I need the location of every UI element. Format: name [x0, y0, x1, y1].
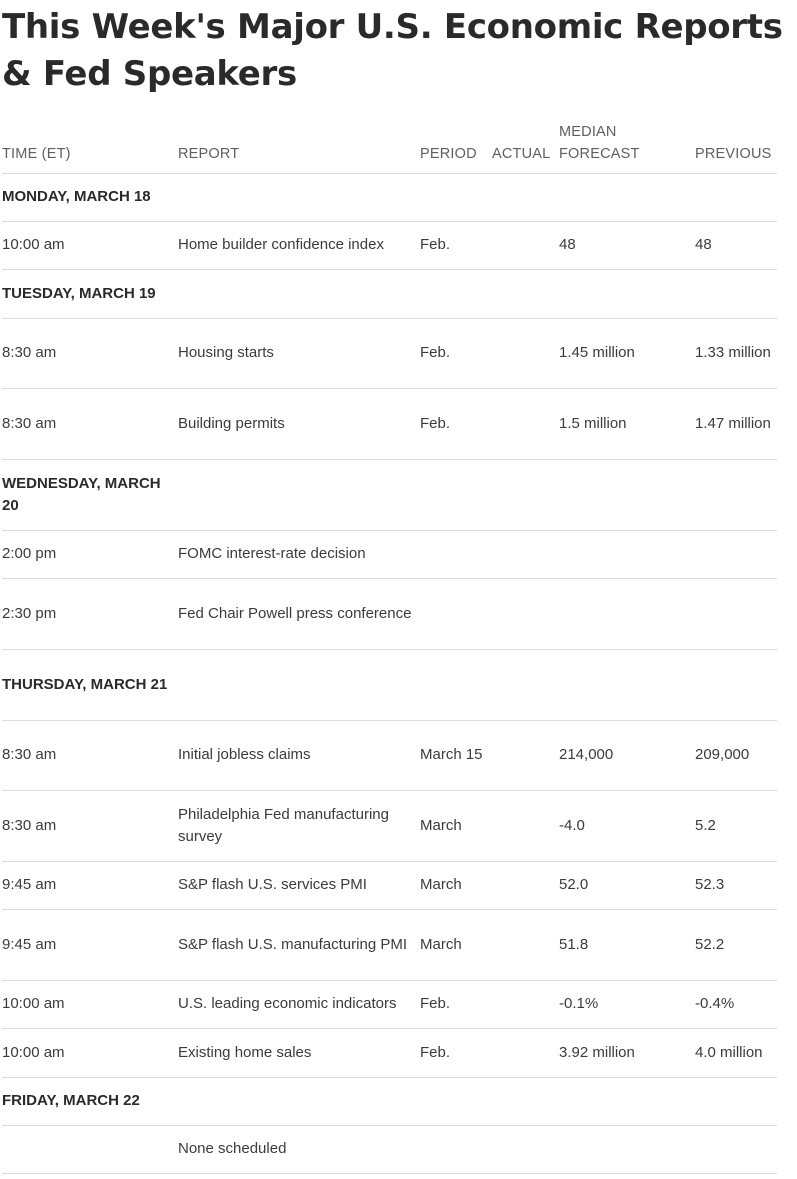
day-header-row	[2, 174, 777, 222]
cell-previous: -0.4%	[695, 995, 735, 1013]
cell-median-forecast: 48	[559, 236, 576, 254]
cell-previous	[695, 531, 777, 578]
cell-actual	[492, 721, 552, 790]
table-row	[2, 791, 777, 862]
cell-report: Housing starts	[178, 344, 274, 362]
cell-previous: 48	[695, 236, 712, 254]
day-label: TUESDAY, MARCH 19	[2, 284, 156, 302]
cell-report: None scheduled	[178, 1140, 287, 1158]
cell-report: Existing home sales	[178, 1043, 312, 1061]
day-label: FRIDAY, MARCH 22	[2, 1092, 140, 1110]
cell-previous: 1.33 million	[695, 344, 771, 362]
cell-median-forecast	[559, 579, 687, 649]
cell-previous: 52.3	[695, 876, 725, 894]
cell-time: 10:00 am	[2, 236, 65, 254]
cell-period	[420, 579, 486, 649]
cell-report: Initial jobless claims	[178, 746, 311, 764]
table-body	[2, 174, 777, 1174]
cell-median-forecast: -4.0	[559, 816, 585, 834]
cell-period	[420, 531, 486, 578]
cell-median-forecast: 214,000	[559, 746, 614, 764]
cell-report: FOMC interest-rate decision	[178, 545, 366, 563]
cell-previous: 5.2	[695, 816, 716, 834]
header-actual: ACTUAL	[492, 146, 551, 162]
day-header-row	[2, 650, 777, 721]
cell-median-forecast	[559, 531, 687, 578]
day-label: WEDNESDAY, MARCH 20	[2, 474, 161, 514]
cell-time: 10:00 am	[2, 1043, 65, 1061]
cell-time: 9:45 am	[2, 935, 57, 953]
table-row	[2, 862, 777, 910]
cell-previous	[695, 579, 777, 649]
cell-period: Feb.	[420, 1043, 451, 1061]
cell-time: 8:30 am	[2, 344, 57, 362]
cell-time: 8:30 am	[2, 816, 57, 834]
table-row	[2, 721, 777, 791]
cell-actual	[492, 389, 552, 459]
cell-median-forecast: 1.45 million	[559, 344, 635, 362]
cell-period: March	[420, 935, 462, 953]
cell-median-forecast: 52.0	[559, 876, 589, 894]
cell-actual	[492, 319, 552, 388]
cell-report: Home builder confidence index	[178, 236, 384, 254]
header-median-forecast: MEDIAN FORECAST	[559, 124, 640, 162]
cell-actual	[492, 531, 552, 578]
cell-time: 2:00 pm	[2, 545, 57, 563]
cell-period: March 15	[420, 746, 483, 764]
table-row	[2, 531, 777, 579]
table-row	[2, 319, 777, 389]
cell-actual	[492, 222, 552, 269]
cell-actual	[492, 579, 552, 649]
cell-actual	[492, 981, 552, 1028]
cell-period: March	[420, 816, 462, 834]
table-row	[2, 981, 777, 1029]
cell-median-forecast: -0.1%	[559, 995, 599, 1013]
cell-period: Feb.	[420, 414, 451, 432]
cell-time: 8:30 am	[2, 746, 57, 764]
cell-time: 10:00 am	[2, 995, 65, 1013]
cell-actual	[492, 862, 552, 909]
cell-actual	[492, 910, 552, 980]
cell-report: Fed Chair Powell press conference	[178, 604, 412, 622]
cell-period: Feb.	[420, 236, 451, 254]
day-header-row	[2, 1078, 777, 1126]
cell-report: S&P flash U.S. services PMI	[178, 876, 367, 894]
table-header-row	[2, 122, 777, 174]
header-report: REPORT	[178, 146, 240, 162]
cell-previous: 4.0 million	[695, 1043, 763, 1061]
day-header-row	[2, 270, 777, 319]
cell-report: U.S. leading economic indicators	[178, 995, 397, 1013]
cell-report: Philadelphia Fed manufacturing survey	[178, 805, 389, 845]
header-time: TIME (ET)	[2, 146, 71, 162]
cell-median-forecast: 3.92 million	[559, 1043, 635, 1061]
cell-median-forecast	[559, 1126, 687, 1173]
cell-report: Building permits	[178, 414, 285, 432]
economic-calendar-table	[2, 122, 777, 1174]
cell-report: S&P flash U.S. manufacturing PMI	[178, 935, 407, 953]
cell-time	[2, 1126, 172, 1173]
table-row	[2, 579, 777, 650]
cell-period: March	[420, 876, 462, 894]
day-label: THURSDAY, MARCH 21	[2, 675, 168, 693]
cell-time: 9:45 am	[2, 876, 57, 894]
page-title: This Week's Major U.S. Economic Reports & Fed Speakers	[2, 7, 783, 94]
cell-period	[420, 1126, 486, 1173]
header-previous: PREVIOUS	[695, 146, 772, 162]
table-row	[2, 1029, 777, 1078]
header-period: PERIOD	[420, 146, 477, 162]
cell-previous: 1.47 million	[695, 414, 771, 432]
cell-time: 2:30 pm	[2, 604, 57, 622]
cell-median-forecast: 1.5 million	[559, 414, 627, 432]
cell-period: Feb.	[420, 995, 451, 1013]
cell-actual	[492, 791, 552, 861]
table-row	[2, 389, 777, 460]
day-label: MONDAY, MARCH 18	[2, 188, 151, 206]
cell-previous	[695, 1126, 777, 1173]
cell-previous: 52.2	[695, 935, 725, 953]
cell-actual	[492, 1029, 552, 1077]
table-row	[2, 222, 777, 270]
cell-median-forecast: 51.8	[559, 935, 589, 953]
table-row	[2, 910, 777, 981]
table-row	[2, 1126, 777, 1174]
cell-time: 8:30 am	[2, 414, 57, 432]
cell-actual	[492, 1126, 552, 1173]
cell-period: Feb.	[420, 344, 451, 362]
cell-previous: 209,000	[695, 746, 750, 764]
day-header-row	[2, 460, 777, 531]
